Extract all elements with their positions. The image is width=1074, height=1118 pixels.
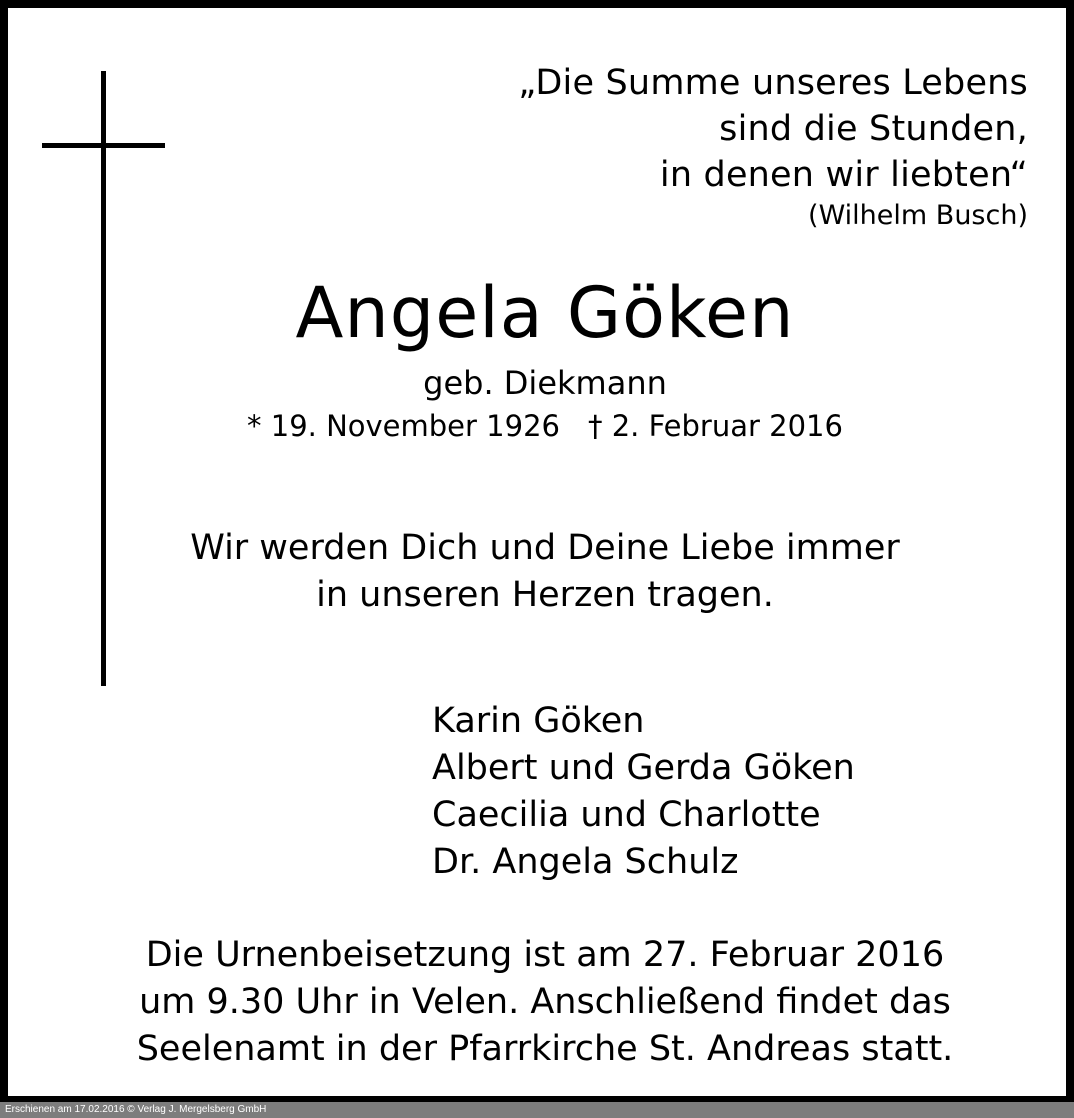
funeral-line: Die Urnenbeisetzung ist am 27. Februar 2016 xyxy=(145,935,945,975)
mourner-name: Dr. Angela Schulz xyxy=(432,842,739,882)
mourners-list xyxy=(432,698,855,886)
death-date: † 2. Februar 2016 xyxy=(587,409,843,443)
mourner-name: Albert und Gerda Göken xyxy=(432,748,855,788)
funeral-line: um 9.30 Uhr in Velen. Anschließend findet das xyxy=(139,982,951,1022)
quote-line: sind die Stunden, xyxy=(719,109,1028,149)
message-line: in unseren Herzen tragen. xyxy=(316,575,774,615)
life-dates xyxy=(8,406,1074,446)
publication-credit: Erschienen am 17.02.2016 © Verlag J. Mergelsberg GmbH xyxy=(5,1104,267,1115)
quote-author: (Wilhelm Busch) xyxy=(808,200,1028,231)
funeral-line: Seelenamt in der Pfarrkirche St. Andreas statt. xyxy=(136,1029,954,1069)
maiden-name: geb. Diekmann xyxy=(423,364,667,402)
quote-line: in denen wir liebten“ xyxy=(659,155,1028,195)
publication-footer xyxy=(0,1102,1074,1118)
message-line: Wir werden Dich und Deine Liebe immer xyxy=(190,528,900,568)
mourner-name: Caecilia und Charlotte xyxy=(432,795,821,835)
deceased-name: Angela Göken xyxy=(295,272,795,354)
cross-icon-horizontal-bar xyxy=(42,143,165,148)
mourner-name: Karin Göken xyxy=(432,701,645,741)
quote-line: „Die Summe unseres Lebens xyxy=(518,63,1028,103)
funeral-details xyxy=(8,932,1074,1073)
quote xyxy=(518,60,1028,198)
farewell-message xyxy=(8,525,1074,619)
birth-date: * 19. November 1926 xyxy=(247,409,560,443)
